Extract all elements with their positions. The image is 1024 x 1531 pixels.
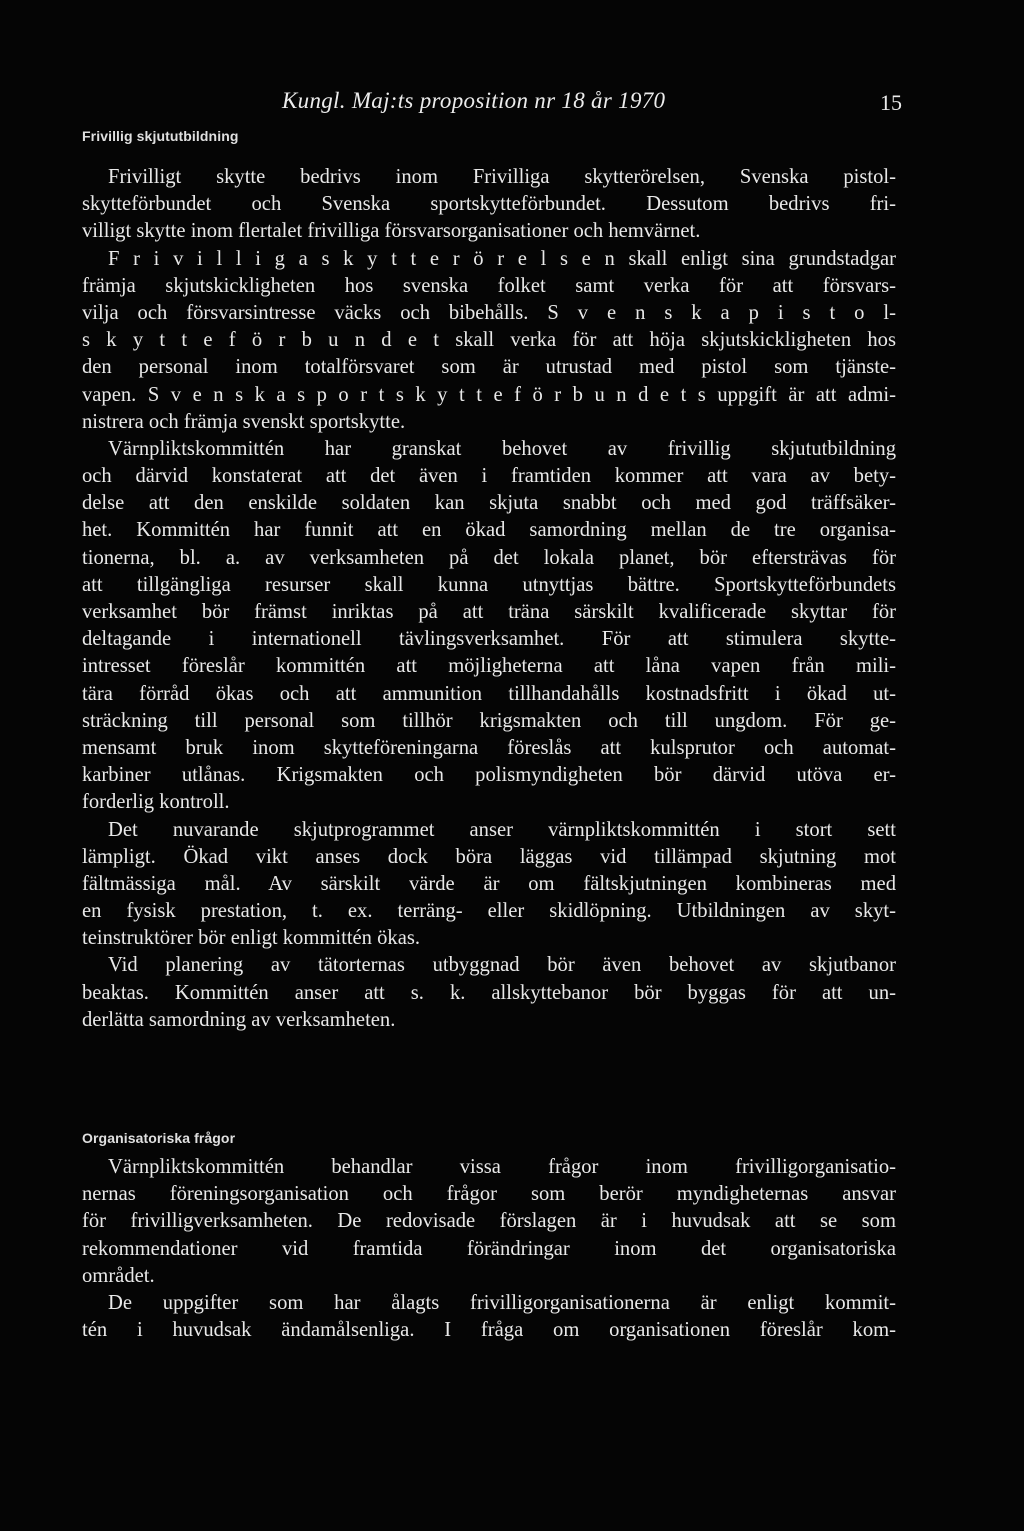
text-line: De uppgifter som har ålagts frivilligorganisationerna är enligt kommit-: [108, 1291, 896, 1314]
text-line: het. Kommittén har funnit att en ökad samordning mellan de tre organisa-: [82, 519, 896, 542]
text-line: en fysisk prestation, t. ex. terräng- eller skidlöpning. Utbildningen av skyt-: [82, 900, 896, 923]
text-line: beaktas. Kommittén anser att s. k. allskyttebanor bör byggas för att un-: [82, 981, 896, 1004]
page-number: 15: [880, 90, 902, 115]
text-line: nernas föreningsorganisation och frågor som berör myndigheternas ansvar: [82, 1183, 896, 1206]
text-line: forderlig kontroll.: [82, 791, 230, 814]
text-line: Värnpliktskommittén har granskat behovet av frivillig skjututbildning: [108, 437, 896, 460]
text-line: verksamhet bör främst inriktas på att träna särskilt kvalificerade skyttar för: [82, 601, 896, 623]
text-line: derlätta samordning av verksamheten.: [82, 1008, 396, 1031]
text-line: villigt skytte inom flertalet frivilliga försvarsorganisationer och hemvärnet.: [82, 220, 701, 243]
text-line: s k y t t e f ö r b u n d e t skall verka för att höja skjutskickligheten hos: [82, 329, 896, 352]
text-line: fältmässiga mål. Av särskilt värde är om fältskjutningen kombineras med: [82, 872, 896, 895]
text-line: vapen. S v e n s k a s p o r t s k y t t e f ö r b u n d e t s uppgift är att admi-: [82, 383, 896, 406]
text-line: teinstruktörer bör enligt kommittén ökas.: [82, 927, 421, 950]
text-line: sträckning till personal som tillhör krigsmakten och till ungdom. För ge-: [82, 709, 896, 732]
page-header: [282, 88, 902, 122]
text-line: lämpligt. Ökad vikt anses dock böra läggas vid tillämpad skjutning mot: [82, 845, 896, 868]
text-line: främja skjutskickligheten hos svenska folket samt verka för att försvars-: [82, 274, 896, 297]
text-line: F r i v i l l i g a s k y t t e r ö r e l s e n skall enligt sina grundstadgar: [108, 247, 896, 270]
section-heading-organisatoriska: Organisatoriska frågor: [82, 1130, 236, 1146]
text-line: området.: [82, 1264, 155, 1287]
text-line: skytteförbundet och Svenska sportskytteförbundet. Dessutom bedrivs fri-: [82, 193, 896, 216]
text-line: tära förråd ökas och att ammunition tillhandahålls kostnadsfritt i ökad ut-: [82, 682, 896, 705]
text-line: deltagande i internationell tävlingsverksamhet. För att stimulera skytte-: [82, 628, 896, 651]
running-title: Kungl. Maj:ts proposition nr 18 år 1970: [282, 88, 666, 113]
text-line: Det nuvarande skjutprogrammet anser värnpliktskommittén i stort sett: [108, 818, 896, 841]
text-line: Frivilligt skytte bedrivs inom Frivilliga skytterörelsen, Svenska pistol-: [108, 166, 896, 188]
text-line: intresset föreslår kommittén att möjligheterna att låna vapen från mili-: [82, 655, 896, 678]
text-line: Vid planering av tätorternas utbyggnad bör även behovet av skjutbanor: [108, 954, 896, 977]
text-line: att tillgängliga resurser skall kunna utnyttjas bättre. Sportskytteförbundets: [82, 573, 896, 596]
text-line: för frivilligverksamheten. De redovisade förslagen är i huvudsak att se som: [82, 1210, 896, 1233]
text-line: tionerna, bl. a. av verksamheten på det lokala planet, bör eftersträvas för: [82, 546, 896, 569]
text-line: tén i huvudsak ändamålsenliga. I fråga om organisationen föreslår kom-: [82, 1319, 896, 1342]
text-line: den personal inom totalförsvaret som är utrustad med pistol som tjänste-: [82, 356, 896, 379]
text-line: karbiner utlånas. Krigsmakten och polismyndigheten bör därvid utöva er-: [82, 764, 896, 787]
section-body-skjututbildning: [82, 164, 896, 1034]
text-line: nistrera och främja svenskt sportskytte.: [82, 410, 406, 433]
text-line: Värnpliktskommittén behandlar vissa frågor inom frivilligorganisatio-: [108, 1156, 896, 1178]
text-line: delse att den enskilde soldaten kan skjuta snabbt och med god träffsäker-: [82, 492, 896, 515]
text-line: och därvid konstaterat att det även i framtiden kommer att vara av bety-: [82, 465, 896, 488]
section-heading-skjututbildning: Frivillig skjututbildning: [82, 128, 239, 144]
section-body-organisatoriska: [82, 1154, 896, 1344]
text-line: rekommendationer vid framtida förändringar inom det organisatoriska: [82, 1237, 896, 1260]
text-line: mensamt bruk inom skytteföreningarna föreslås att kulsprutor och automat-: [82, 736, 896, 759]
text-line: vilja och försvarsintresse väcks och bibehålls. S v e n s k a p i s t o l-: [82, 301, 896, 324]
